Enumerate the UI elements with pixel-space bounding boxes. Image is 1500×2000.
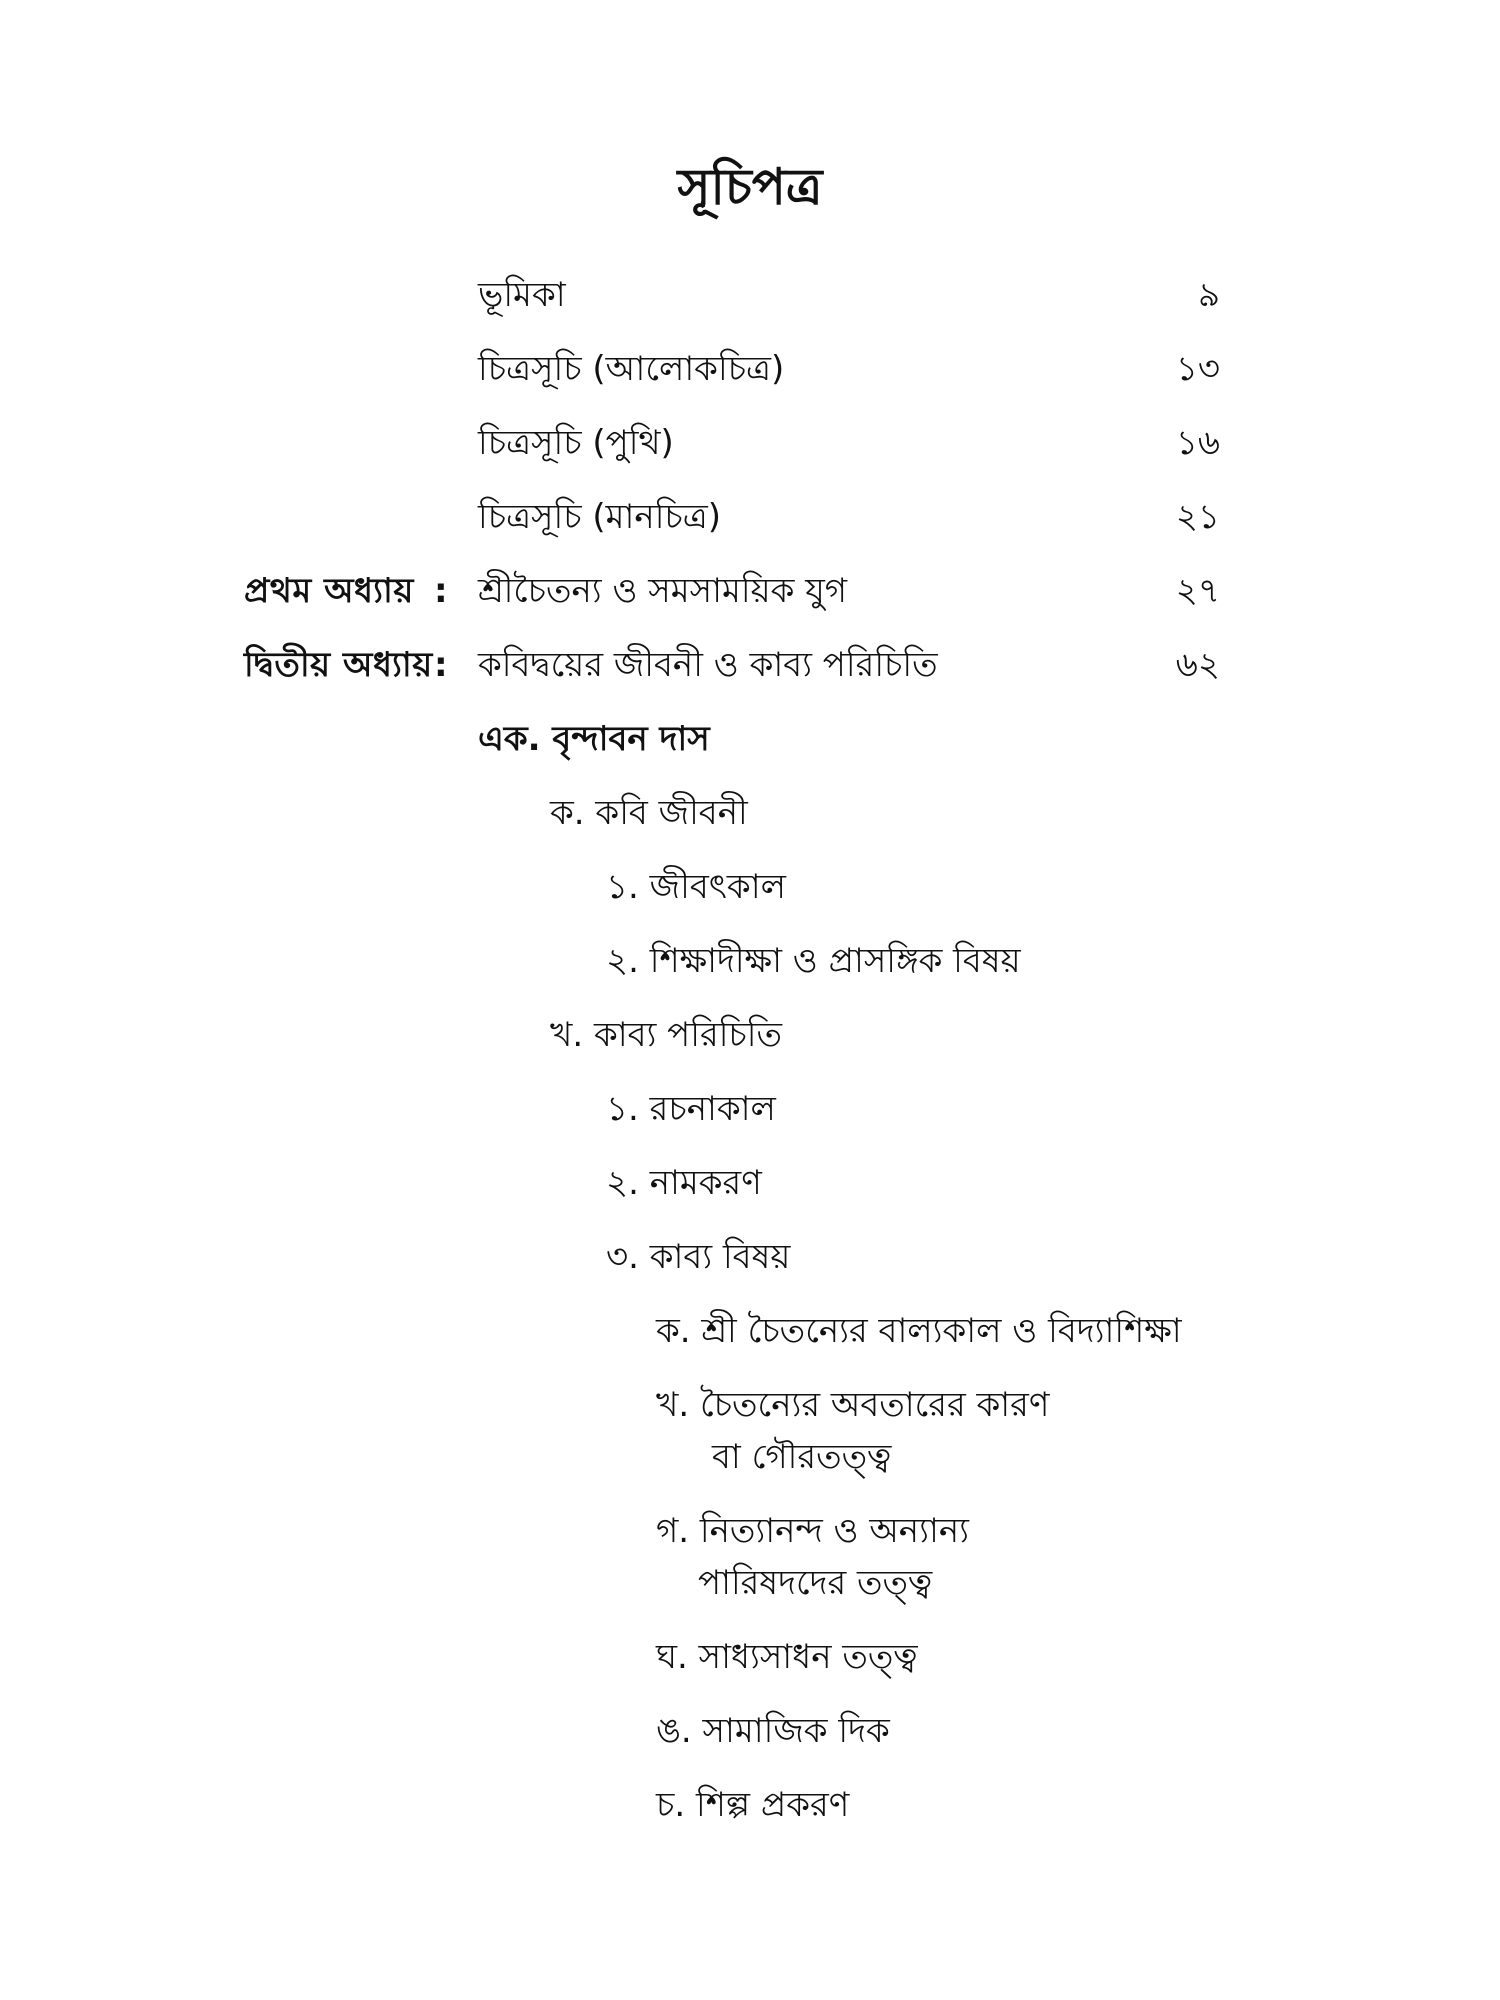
subsection-poet-biography[interactable]: ক. কবি জীবনী	[550, 793, 748, 833]
toc-topic-cha[interactable]: চ. শিল্প প্রকরণ	[656, 1785, 850, 1825]
chapter-colon: :	[434, 645, 448, 685]
toc-chapter-1[interactable]	[0, 565, 1500, 617]
toc-entry-label: ভূমিকা	[478, 275, 566, 315]
toc-entry-label: চিত্রসূচি (আলোকচিত্র)	[478, 349, 785, 389]
toc-entry-label: কবিদ্বয়ের জীবনী ও কাব্য পরিচিতি	[478, 645, 938, 685]
toc-page-number: ১৬	[1175, 423, 1220, 463]
chapter-label: দ্বিতীয় অধ্যায়	[244, 645, 433, 685]
chapter-label: প্রথম অধ্যায়	[244, 571, 414, 611]
toc-topic-gha[interactable]: ঘ. সাধ্যসাধন তত্ত্ব	[656, 1637, 918, 1677]
toc-entry-introduction[interactable]	[0, 269, 1500, 321]
toc-topic-kha-continuation: বা গৌরতত্ত্ব	[712, 1437, 892, 1477]
toc-entry-label: চিত্রসূচি (পুথি)	[478, 423, 674, 463]
toc-topic-kha[interactable]: খ. চৈতন্যের অবতারের কারণ	[656, 1385, 1050, 1425]
chapter-colon: :	[434, 571, 448, 611]
toc-item[interactable]: ১. রচনাকাল	[606, 1089, 776, 1129]
toc-entry-label: শ্রীচৈতন্য ও সমসাময়িক যুগ	[478, 571, 848, 611]
toc-entry-label: চিত্রসূচি (মানচিত্র)	[478, 497, 722, 537]
toc-entry-map-list[interactable]	[0, 491, 1500, 543]
page-title: সূচিপত্র	[677, 158, 823, 216]
toc-page-number: ৬২	[1175, 645, 1220, 685]
toc-page-number: ১৩	[1175, 349, 1220, 389]
toc-topic-ka[interactable]: ক. শ্রী চৈতন্যের বাল্যকাল ও বিদ্যাশিক্ষা	[656, 1311, 1182, 1351]
toc-entry-photo-list[interactable]	[0, 343, 1500, 395]
toc-item[interactable]: ২. শিক্ষাদীক্ষা ও প্রাসঙ্গিক বিষয়	[606, 941, 1021, 981]
toc-entry-manuscript-list[interactable]	[0, 417, 1500, 469]
subsection-kavya-introduction[interactable]: খ. কাব্য পরিচিতি	[550, 1015, 783, 1055]
toc-topic-ga-continuation: পারিষদদের তত্ত্ব	[698, 1563, 933, 1603]
toc-page-number: ২৭	[1175, 571, 1220, 611]
toc-page-number: ২১	[1175, 497, 1220, 537]
toc-item[interactable]: ১. জীবৎকাল	[606, 867, 786, 907]
toc-topic-nga[interactable]: ঙ. সামাজিক দিক	[656, 1711, 890, 1751]
toc-page-number: ৯	[1197, 275, 1220, 315]
section-heading[interactable]: এক. বৃন্দাবন দাস	[478, 719, 710, 759]
toc-chapter-2[interactable]	[0, 639, 1500, 691]
toc-item[interactable]: ২. নামকরণ	[606, 1163, 762, 1203]
toc-item[interactable]: ৩. কাব্য বিষয়	[606, 1237, 791, 1277]
toc-topic-ga[interactable]: গ. নিত্যানন্দ ও অন্যান্য	[656, 1511, 969, 1551]
